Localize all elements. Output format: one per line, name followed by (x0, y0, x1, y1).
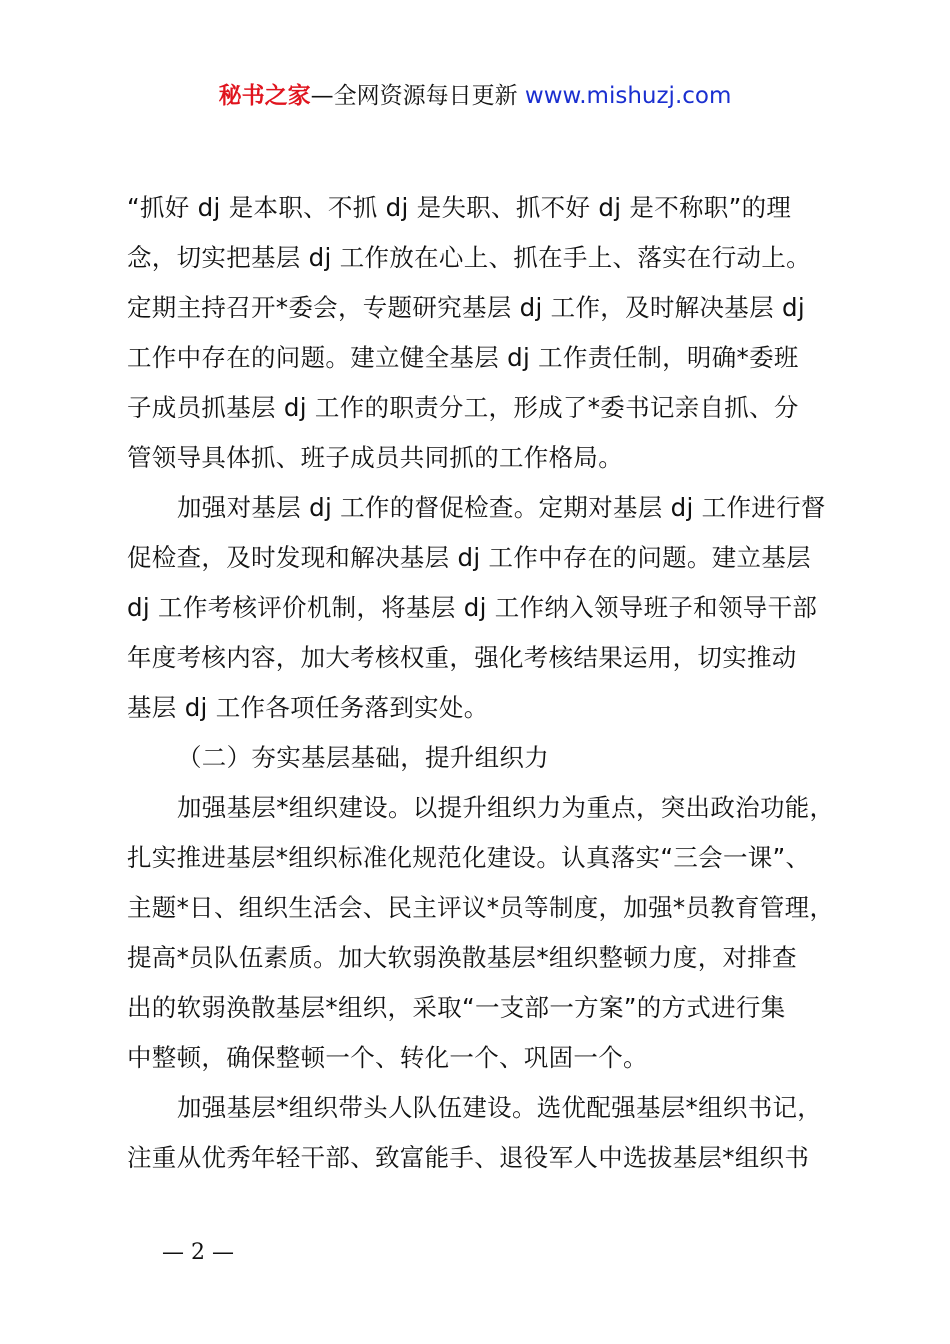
text-line: 中整顿，确保整顿一个、转化一个、巩固一个。 (127, 1043, 648, 1072)
text-line: 念，切实把基层 dj 工作放在心上、抓在手上、落实在行动上。 (127, 243, 811, 272)
text-line: 加强基层*组织建设。以提升组织力为重点，突出政治功能， (177, 793, 835, 822)
section-heading (127, 733, 835, 783)
text-line: 主题*日、组织生活会、民主评议*员等制度，加强*员教育管理， (127, 893, 835, 922)
text-line: （二）夯实基层基础，提升组织力 (177, 743, 549, 772)
document-body (127, 183, 835, 1183)
page-number: — 2 — (162, 1240, 234, 1265)
paragraph (127, 183, 835, 483)
text-line: 定期主持召开*委会，专题研究基层 dj 工作，及时解决基层 dj (127, 293, 805, 322)
text-line: 提高*员队伍素质。加大软弱涣散基层*组织整顿力度，对排查 (127, 943, 797, 972)
text-line: 加强基层*组织带头人队伍建设。选优配强基层*组织书记， (177, 1093, 823, 1122)
text-line: 基层 dj 工作各项任务落到实处。 (127, 693, 489, 722)
text-line: 管领导具体抓、班子成员共同抓的工作格局。 (127, 443, 623, 472)
text-line: 子成员抓基层 dj 工作的职责分工，形成了*委书记亲自抓、分 (127, 393, 799, 422)
text-line: 年度考核内容，加大考核权重，强化考核结果运用，切实推动 (127, 643, 797, 672)
text-line: dj 工作考核评价机制，将基层 dj 工作纳入领导班子和领导干部 (127, 593, 818, 622)
text-line: 注重从优秀年轻干部、致富能手、退役军人中选拔基层*组织书 (127, 1143, 810, 1172)
text-line: 加强对基层 dj 工作的督促检查。定期对基层 dj 工作进行督 (177, 493, 826, 522)
text-line: “抓好 dj 是本职、不抓 dj 是失职、抓不好 dj 是不称职”的理 (127, 193, 792, 222)
text-line: 出的软弱涣散基层*组织，采取“一支部一方案”的方式进行集 (127, 993, 786, 1022)
header-tagline: —全网资源每日更新 (310, 83, 525, 109)
brand-name: 秘书之家 (218, 83, 311, 109)
text-line: 促检查，及时发现和解决基层 dj 工作中存在的问题。建立基层 (127, 543, 811, 572)
text-line: 工作中存在的问题。建立健全基层 dj 工作责任制，明确*委班 (127, 343, 799, 372)
site-url-link[interactable]: www.mishuzj.com (524, 83, 732, 109)
text-line: 扎实推进基层*组织标准化规范化建设。认真落实“三会一课”、 (127, 843, 811, 872)
site-header (0, 79, 950, 113)
paragraph (127, 1083, 835, 1183)
paragraph (127, 783, 835, 1083)
paragraph (127, 483, 835, 733)
